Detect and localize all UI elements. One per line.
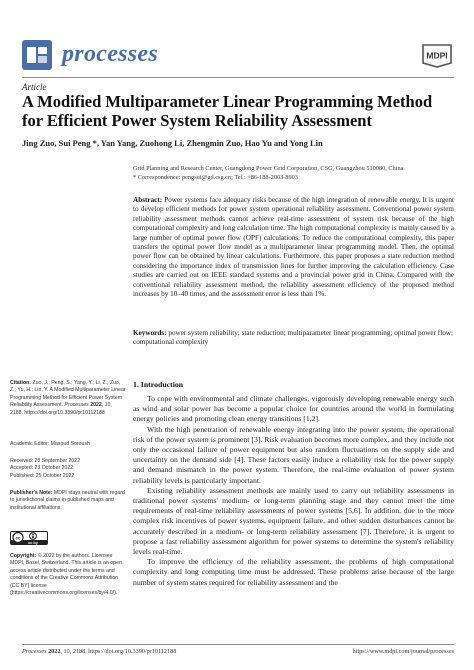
keywords-label: Keywords: [133,329,167,337]
footer-citation [22,648,176,655]
body-paragraph: With the high penetration of renewable energy integrating into the power system, the operational risk of the power system is prominent [3]. Risk evaluation becomes more complex, and they include not only the occasional failure of power equipment but also random fluctuations on the supply side and uncertainty on the demand side [4]. These factors easily induce a reliability risk for the power supply and demand mismatch in the power system. Therefore, the real-time evaluation of power system reliability levels is particularly important. [133,424,454,485]
body-paragraph: To improve the efficiency of the reliability assessment, the problems of high computational complexity and long computing time must be addressed. These problems arise because of the large number of system states required for reliability assessment and the [133,557,454,587]
mdpi-logo-text: MDPI [426,50,448,61]
journal-name[interactable]: processes [62,41,159,67]
accepted-date: Accepted: 23 October 2022 [10,465,74,472]
cc-badge-text: cc by [28,541,38,545]
footer-doi-link[interactable]: , 10, 2188. https://doi.org/10.3390/pr10112188 [60,648,177,655]
footer-year: 2022 [48,648,61,655]
citation-journal: Processes [64,402,89,409]
copyright-block [10,553,126,597]
citation-label: Citation: [10,380,32,386]
keywords-text: power system reliability; state reduction; multiparameter linear programming; optimal power flow; computational complexity [133,329,453,347]
copyright-text: © 2022 by the authors. Licensee MDPI, Basel, Switzerland. This article is an open access article distributed under the terms and conditions of the Creative Commons Attribution (CC BY) license (https://creativecommons.org/licenses/by/4.0/). [10,553,122,597]
keywords [133,329,454,348]
citation-doi[interactable]: , 10, 2188. https://doi.org/10.3390/pr10112188 [10,402,112,416]
published-date: Published: 25 October 2022 [10,472,75,479]
abstract [133,196,454,299]
affiliation-block [133,165,453,182]
affiliation-line: Grid Planning and Research Center, Guangdong Power Grid Corporation, CSG, Guangzhou 510080, China [133,165,404,172]
cc-by-license-icon[interactable] [10,531,48,545]
processes-logo-icon [22,40,52,70]
introduction-body [133,394,454,588]
received-date: Received: 28 September 2022 [10,458,81,464]
body-paragraph: To cope with environmental and climate challenges, vigorously developing renewable energy such as wind and solar power has become a popular choice for countries around the world in formulating energy policies and promoting clean energy transitions [1,2]. [133,394,454,424]
paper-title: A Modified Multiparameter Linear Programming Method for Efficient Power System Reliability Assessment [22,92,433,130]
dates-block [10,458,126,480]
article-type: Article [22,82,47,92]
citation-text: Zuo, J.; Peng, S.; Yang, Y.; Li, Z.; Zuo, Z.; Yu, H.; Lin, Y. A Modified Multiparameter Linear Programming Method for Efficient Power System Reliability Assessment. [10,380,126,409]
footer-rule [22,644,454,645]
correspondence-line: * Correspondence: pengsui@gd.csg.cn; Tel.: +86-188-2003-8903 [133,173,298,181]
abstract-text: Power systems face adequacy risks because of the high integration of renewable energy. It is urgent to develop efficient methods for power system operational reliability assessment. Conventional power system reliability assessment methods cannot achieve real-time assessment of system risk because of the high computational complexity and long calculation time. The high computational complexity is mainly caused by a large number of optimal power flow (OPF) calculations. To reduce the computational complexity, this paper transfers the optimal power flow model as a multiparameter linear programming model. Then, the optimal power flow can be obtained by linear calculations. Furthermore, this paper proposes a state reduction method considering the importance index of transmission lines for further improving the calculation efficiency. Case studies are carried out on IEEE standard systems and a provincial power grid in China. Compared with the conventional reliability assessment method, the reliability assessment efficiency of the proposed method increases by 10–40 times, and the assessment error is less than 1%. [133,196,455,299]
copyright-label: Copyright: [10,553,37,559]
mdpi-logo-icon[interactable] [420,42,454,68]
journal-header [22,40,454,70]
body-paragraph: Existing reliability assessment methods are mainly used to carry out reliability assessments in traditional power systems' medium- or long-term planning stage and they cannot meet the time requirements of real-time reliability assessments of power systems [5,6]. In addition, due to the more complex risk incentives of power systems, equipment failure, and other sudden disturbances cannot be accurately described in a medium- or long-term reliability assessment [7]. Therefore, it is urgent to propose a fast reliability assessment algorithm for power systems to determine the system's reliability levels real-time. [133,485,454,557]
header-rule [22,77,454,78]
publisher-note-text: MDPI stays neutral with regard to jurisdictional claims in published maps and institutional affiliations. [10,490,125,511]
section-heading-introduction: 1. Introduction [133,380,184,389]
publisher-note [10,490,126,512]
publisher-note-label: Publisher's Note: [10,490,53,496]
svg-text:cc: cc [15,535,21,541]
citation-year: 2022 [90,402,102,409]
footer-journal-link[interactable]: https://www.mdpi.com/journal/processes [352,648,454,655]
footer-journal: Processes [22,648,47,655]
citation-block [10,380,126,417]
abstract-label: Abstract: [133,196,163,204]
academic-editor: Academic Editor: Masoud Soroush [10,441,90,447]
author-list: Jing Zuo, Sui Peng *, Yan Yang, Zuohong Li, Zhengmin Zuo, Hao Yu and Yong Lin [22,138,323,148]
